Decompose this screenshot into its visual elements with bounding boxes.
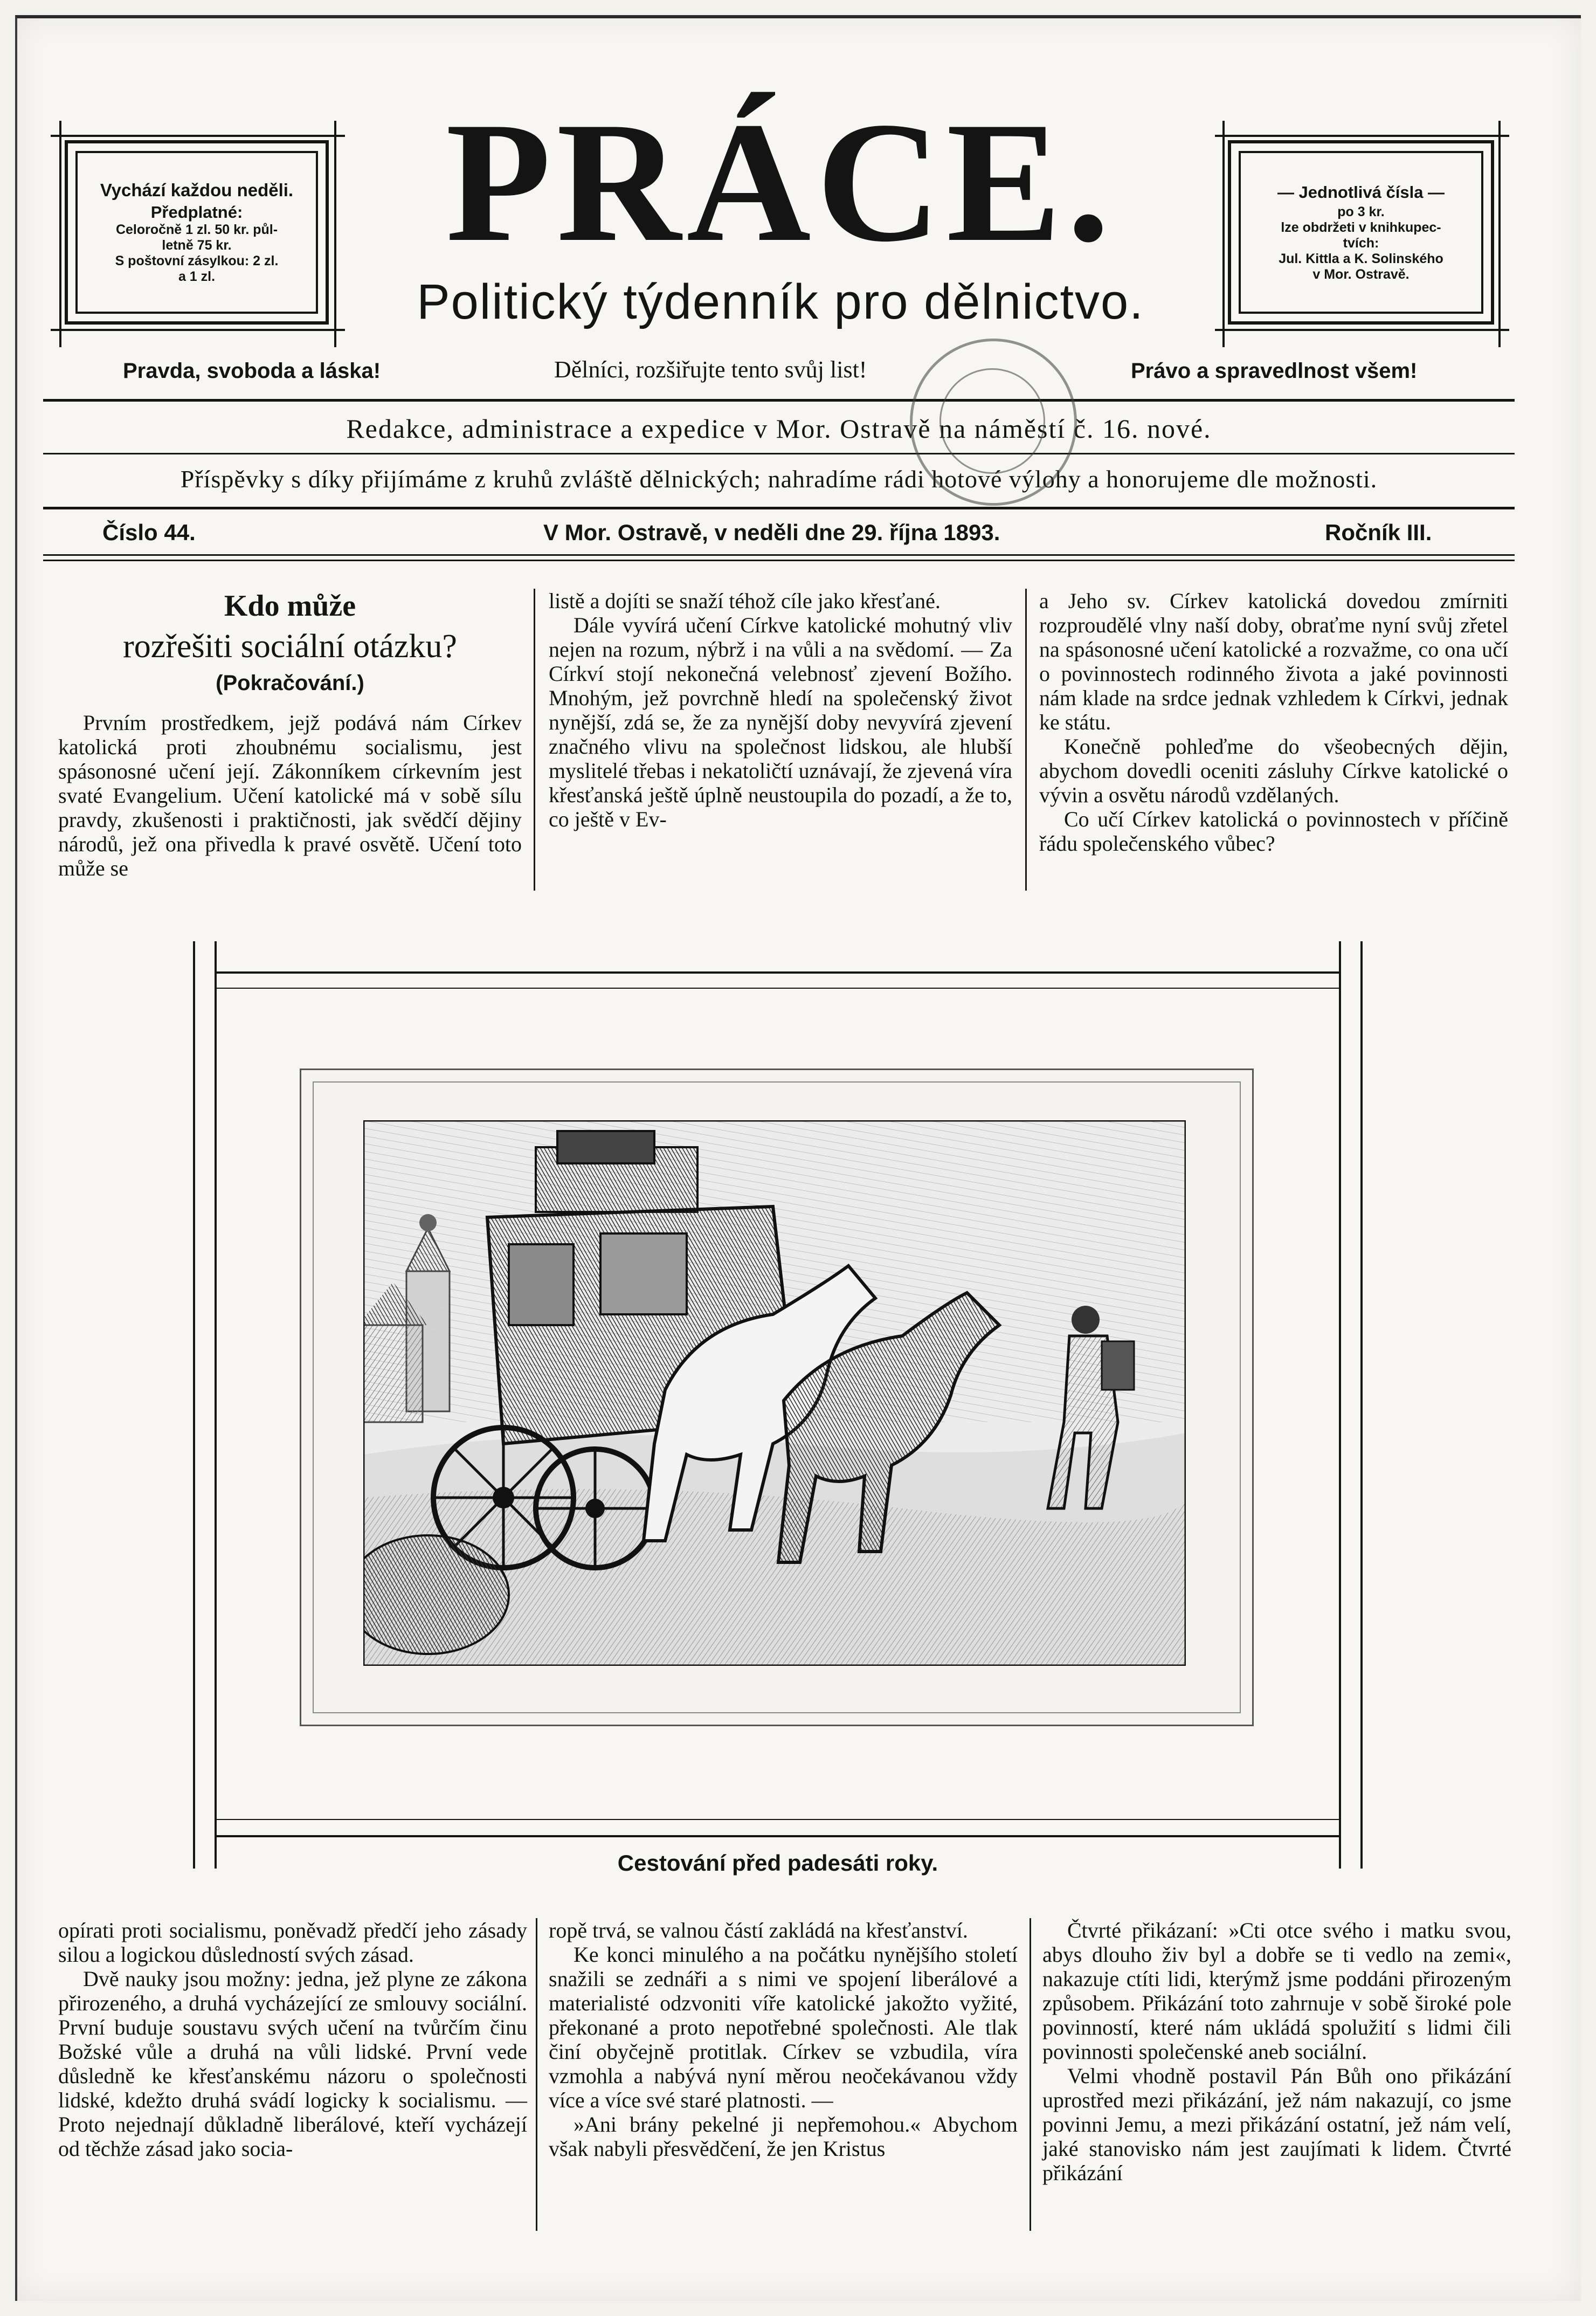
paragraph: opírati proti socialismu, poněvadž předčí jeho zásady silou a logickou důsledností svých zásad. [58, 1918, 527, 1967]
stagecoach-engraving [363, 1120, 1186, 1666]
newspaper-page [15, 15, 1581, 2301]
paragraph: »Ani brány pekelné ji nepřemohou.« Abychom však nabyli přesvědčení, že jen Kristus [549, 2112, 1018, 2161]
paragraph: Ke konci minulého a na počátku nynějšího století snažili se zednáři a s nimi ve spojení liberálové a materialisté odzvoniti víře katolické jakožto vyžité, překonané a proto nepotřebné společnosti. Ale tlak činí obyčejně protitlak. Církev se vzbudila, víra vzmohla a nabývá nyní měrou neočekávanou vždy více a více své staré platnosti. — [549, 1942, 1018, 2112]
motto-center: Dělníci, rozšiřujte tento svůj list! [554, 356, 867, 383]
newspaper-title: PRÁCE. [445, 87, 1116, 278]
postal-stamp-inner [939, 368, 1045, 474]
article-continued: (Pokračování.) [216, 671, 364, 695]
motto-left: Pravda, svoboda a láska! [123, 359, 381, 383]
subscription-box [65, 140, 329, 325]
box-line: tvích: [1343, 235, 1379, 251]
paragraph: Čtvrté přikázaní: »Cti otce svého i matku svou, abys dlouho živ byl a dobře se ti vedlo na zemi«, nakazuje ctíti lidi, kterýmž jsme poddáni přirozeným způsobem. Přikázání toto zahrnuje v sobě široké pole povinností, které nám ukládá spolužití s lidmi čili povinnosti společenské aneb sociální. [1042, 1918, 1511, 2064]
paragraph: listě a dojíti se snaží téhož cíle jako křesťané. [549, 589, 941, 613]
issue-number: Číslo 44. [102, 520, 196, 545]
box-line: letně 75 kr. [162, 238, 232, 253]
box-line: — Jednotlivá čísla — [1277, 182, 1445, 202]
paragraph: Dále vyvírá učení Církve katolické mohutný vliv nejen na rozum, nýbrž i na vůli a na svědomí. — Za Církví stojí nekonečná velebnosť zjevení Božího. Mnohým, jež povrchně hledí na společenský život nynější, zdá se, že za nynější doby nevyvírá zjevení značného vlivu na společnost lidskou, ale hlubší myslitelé třebas i nekatoličtí uznávají, že zjevená víra křesťanská ještě úplně neustoupila do pozadí, a že to, co ještě v Ev- [549, 613, 1012, 831]
column-bottom-2 [549, 1918, 1018, 2161]
column-top-1 [58, 711, 522, 880]
column-bottom-1 [58, 1918, 527, 2161]
paragraph: Velmi vhodně postavil Pán Bůh ono přikázání uprostřed mezi přikázání, jež nám nakazují, co jsme povinni Jemu, a mezi přikázání ostatní, jež nám velí, jaké stanovisko nám jest zaujímati k lidem. Čtvrté přikázání [1042, 2064, 1511, 2185]
article-title [65, 589, 515, 695]
article-title-line2: rozřešiti sociální otázku? [123, 628, 457, 665]
column-top-2 [549, 589, 1012, 831]
box-line: lze obdržeti v knihkupec- [1281, 219, 1441, 235]
newspaper-subtitle: Politický týdenník pro dělnictvo. [417, 274, 1144, 329]
paragraph: Dvě nauky jsou možny: jedna, jež plyne ze zákona přirozeného, a druhá vycházející ze smlouvy sociální. První buduje soustavu svých učení na tvůrčím činu Božské vůle a druhá na vůli lidské. První vede důsledně ke křesťanskému názoru o společnosti lidské, kdežto druhá svádí logicky k socialismu. — Proto nejednají důkladně liberálové, kteří vycházejí od těchže zásad jako socia- [58, 1967, 527, 2161]
contributions-note: Příspěvky s díky přijímáme z kruhů zvláště dělnických; nahradíme rádi hotové výlohy a honorujeme dle možnosti. [180, 465, 1378, 493]
column-separator [1030, 1918, 1031, 2231]
column-separator [534, 589, 535, 891]
box-line: Předplatné: [150, 203, 243, 222]
column-bottom-3 [1042, 1918, 1511, 2185]
article-title-line1: Kdo může [224, 589, 356, 623]
column-separator [1025, 589, 1027, 891]
box-line: po 3 kr. [1337, 204, 1385, 219]
box-line: a 1 zl. [178, 269, 216, 284]
foreground-bush [363, 1535, 509, 1654]
illustration-caption: Cestování před padesáti roky. [617, 1850, 938, 1876]
volume-number: Ročník III. [1325, 520, 1432, 545]
issue-date: V Mor. Ostravě, v neděli dne 29. října 1893. [543, 520, 1000, 545]
paragraph: a Jeho sv. Církev katolická dovedou zmírniti rozproudělé vlny naší doby, obraťme nyní svůj zřetel na spásonosné učení katolické a rozvažme, co ona učí o povinnostech rodinného života a jaké povinnosti nám klade na srdce jednak vzhledem k Církvi, jednak ke státu. [1039, 589, 1508, 734]
box-line: Vychází každou neděli. [100, 180, 294, 200]
paragraph: ropě trvá, se valnou částí zakládá na křesťanství. [549, 1918, 968, 1942]
box-line: Jul. Kittla a K. Solinského [1279, 251, 1443, 266]
box-line: S poštovní zásylkou: 2 zl. [115, 253, 279, 268]
paragraph: Co učí Církev katolická o povinnostech v příčině řádu společenského vůbec? [1039, 807, 1508, 856]
motto-right: Právo a spravedlnost všem! [1131, 359, 1418, 383]
box-line: v Mor. Ostravě. [1312, 266, 1410, 282]
price-box [1228, 140, 1494, 325]
editorial-address: Redakce, administrace a expedice v Mor. Ostravě na náměstí č. 16. nové. [346, 413, 1212, 444]
paragraph: Konečně pohleďme do všeobecných dějin, abychom dovedli oceniti zásluhy Církve katolické o vývin a osvětu národů vzdělaných. [1039, 734, 1508, 807]
paragraph: Prvním prostředkem, jejž podává nám Církev katolická proti zhoubnému socialismu, jest spásonosné učení její. Zákonníkem církevním jest svaté Evangelium. Učení katolické má v sobě sílu pravdy, zkušenosti i praktičnosti, jak svědčí dějiny národů, jež ona přivedla k pravé osvětě. Učení toto může se [58, 711, 522, 880]
box-line: Celoročně 1 zl. 50 kr. půl- [115, 222, 278, 237]
column-top-3 [1039, 589, 1508, 856]
column-separator [536, 1918, 537, 2231]
